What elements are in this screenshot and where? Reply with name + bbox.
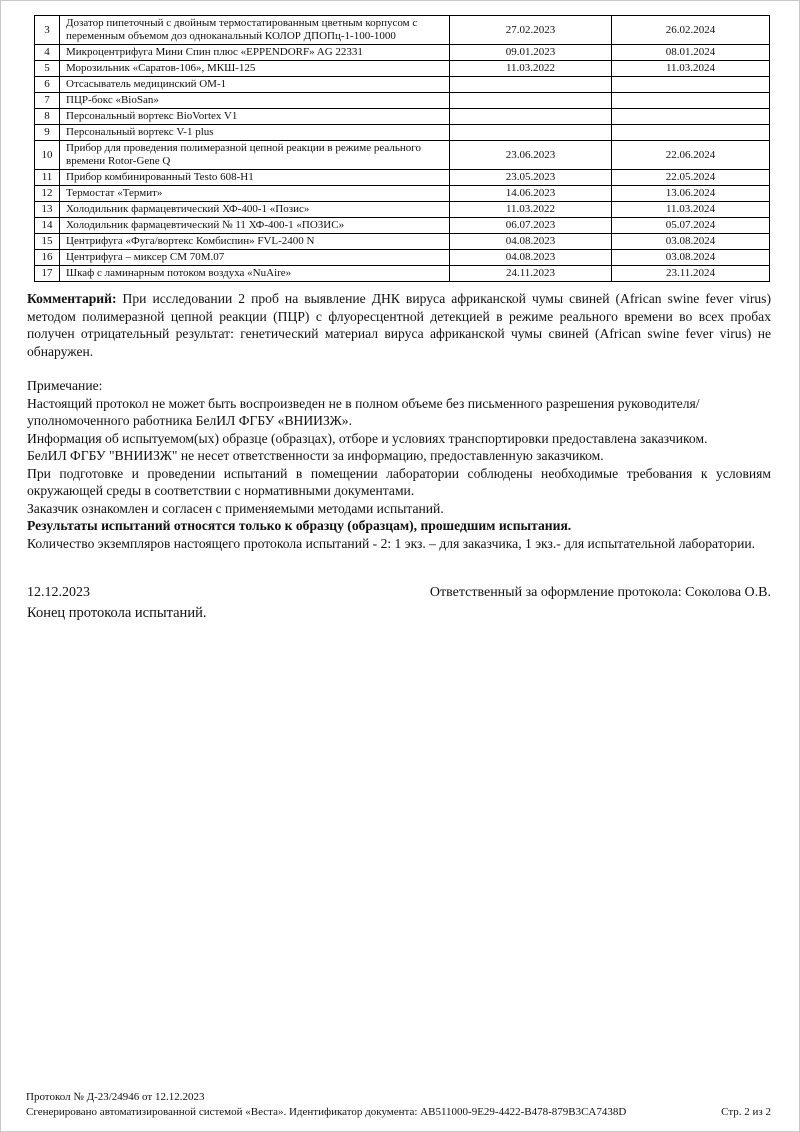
protocol-date: 12.12.2023 [27, 585, 90, 600]
valid-date: 22.05.2024 [612, 170, 770, 186]
table-row [35, 170, 770, 186]
table-row [35, 16, 770, 45]
check-date: 04.08.2023 [450, 250, 612, 266]
row-number: 11 [35, 170, 60, 186]
page-number: Стр. 2 из 2 [721, 1106, 771, 1118]
end-of-protocol: Конец протокола испытаний. [27, 605, 207, 621]
table-row [35, 109, 770, 125]
table-row [35, 202, 770, 218]
check-date: 04.08.2023 [450, 234, 612, 250]
row-number: 16 [35, 250, 60, 266]
check-date [450, 77, 612, 93]
check-date: 23.05.2023 [450, 170, 612, 186]
comment-paragraph [27, 290, 771, 360]
row-number: 14 [35, 218, 60, 234]
check-date: 09.01.2023 [450, 45, 612, 61]
valid-date: 03.08.2024 [612, 234, 770, 250]
table-row [35, 250, 770, 266]
table-row [35, 77, 770, 93]
note-line-results: Результаты испытаний относятся только к образцу (образцам), прошедшим испытания. [27, 518, 572, 533]
responsible-person: Ответственный за оформление протокола: Соколова О.В. [429, 585, 771, 600]
note-line: Количество экземпляров настоящего протокола испытаний - 2: 1 экз. – для заказчика, 1 экз.- для испытательной лаборатории. [27, 535, 756, 551]
note-line: При подготовке и проведении испытаний в помещении лаборатории соблюдены необходимые требования к условиям окружающей среды в соответствии с нормативными документами. [27, 465, 771, 498]
row-number: 7 [35, 93, 60, 109]
equipment-name: Морозильник «Саратов-106», МКШ-125 [60, 61, 450, 77]
signature-row [27, 584, 771, 602]
valid-date: 05.07.2024 [612, 218, 770, 234]
footer-generated-info: Сгенерировано автоматизированной системой «Веста». Идентификатор документа: AB511000-9E29-4422-B478-879B3CA7438D [26, 1106, 627, 1118]
valid-date [612, 77, 770, 93]
page-footer [26, 1090, 771, 1120]
check-date: 24.11.2023 [450, 266, 612, 282]
check-date: 23.06.2023 [450, 141, 612, 170]
note-line: Настоящий протокол не может быть воспроизведен не в полном объеме без письменного разрешения руководителя/уполномоченного работника БелИЛ ФГБУ «ВНИИЗЖ». [27, 395, 700, 428]
table-row [35, 93, 770, 109]
check-date: 27.02.2023 [450, 16, 612, 45]
check-date: 06.07.2023 [450, 218, 612, 234]
table-row [35, 61, 770, 77]
valid-date: 26.02.2024 [612, 16, 770, 45]
check-date: 11.03.2022 [450, 202, 612, 218]
table-row [35, 45, 770, 61]
row-number: 17 [35, 266, 60, 282]
row-number: 8 [35, 109, 60, 125]
equipment-name: Центрифуга – миксер СМ 70М.07 [60, 250, 450, 266]
notes-title: Примечание: [27, 378, 103, 393]
row-number: 5 [35, 61, 60, 77]
footer-protocol-number: Протокол № Д-23/24946 от 12.12.2023 [26, 1091, 205, 1103]
check-date: 14.06.2023 [450, 186, 612, 202]
valid-date: 11.03.2024 [612, 202, 770, 218]
note-line: Информация об испытуемом(ых) образце (образцах), отборе и условиях транспортировки предоставлена заказчиком. [27, 430, 708, 446]
body-text [27, 290, 771, 552]
valid-date [612, 93, 770, 109]
equipment-name: Прибор для проведения полимеразной цепной реакции в режиме реального времени Rotor-Gene Q [60, 141, 450, 170]
equipment-name: Шкаф с ламинарным потоком воздуха «NuAire» [60, 266, 450, 282]
row-number: 13 [35, 202, 60, 218]
row-number: 10 [35, 141, 60, 170]
note-line: БелИЛ ФГБУ "ВНИИЗЖ" не несет ответственности за информацию, предоставленную заказчиком. [27, 448, 604, 463]
equipment-name: Холодильник фармацевтический ХФ-400-1 «Позис» [60, 202, 450, 218]
row-number: 4 [35, 45, 60, 61]
valid-date: 03.08.2024 [612, 250, 770, 266]
equipment-name: ПЦР-бокс «BioSan» [60, 93, 450, 109]
valid-date: 23.11.2024 [612, 266, 770, 282]
valid-date: 08.01.2024 [612, 45, 770, 61]
table-row [35, 234, 770, 250]
row-number: 12 [35, 186, 60, 202]
equipment-name: Холодильник фармацевтический № 11 ХФ-400-1 «ПОЗИС» [60, 218, 450, 234]
check-date [450, 109, 612, 125]
check-date [450, 93, 612, 109]
check-date [450, 125, 612, 141]
row-number: 3 [35, 16, 60, 45]
table-row [35, 218, 770, 234]
equipment-name: Отсасыватель медицинский ОМ-1 [60, 77, 450, 93]
equipment-name: Дозатор пипеточный с двойным термостатированным цветным корпусом с переменным объемом доз одноканальный КОЛОР ДПОПц-1-100-1000 [60, 16, 450, 45]
row-number: 6 [35, 77, 60, 93]
equipment-table [34, 15, 770, 282]
equipment-name: Прибор комбинированный Testo 608-H1 [60, 170, 450, 186]
footer-second-line [26, 1105, 771, 1120]
equipment-name: Микроцентрифуга Мини Спин плюс «EPPENDORF» AG 22331 [60, 45, 450, 61]
valid-date: 13.06.2024 [612, 186, 770, 202]
equipment-name: Центрифуга «Фуга/вортекс Комбиспин» FVL-2400 N [60, 234, 450, 250]
table-row [35, 266, 770, 282]
row-number: 9 [35, 125, 60, 141]
equipment-name: Персональный вортекс V-1 plus [60, 125, 450, 141]
table-row [35, 141, 770, 170]
equipment-name: Термостат «Термит» [60, 186, 450, 202]
equipment-name: Персональный вортекс BioVortex V1 [60, 109, 450, 125]
table-row [35, 186, 770, 202]
valid-date [612, 109, 770, 125]
valid-date: 11.03.2024 [612, 61, 770, 77]
valid-date: 22.06.2024 [612, 141, 770, 170]
comment-label: Комментарий: [27, 291, 117, 306]
check-date: 11.03.2022 [450, 61, 612, 77]
valid-date [612, 125, 770, 141]
comment-text: При исследовании 2 проб на выявление ДНК вируса африканской чумы свиней (African swine fever virus) методом полимеразной цепной реакции (ПЦР) с флуоресцентной детекцией в режиме реального времени во всех пробах получен отрицательный результат: генетический материал вируса африканской чумы свиней (African swine fever virus) не обнаружен. [27, 291, 771, 359]
note-line: Заказчик ознакомлен и согласен с применяемыми методами испытаний. [27, 500, 444, 516]
row-number: 15 [35, 234, 60, 250]
table-row [35, 125, 770, 141]
